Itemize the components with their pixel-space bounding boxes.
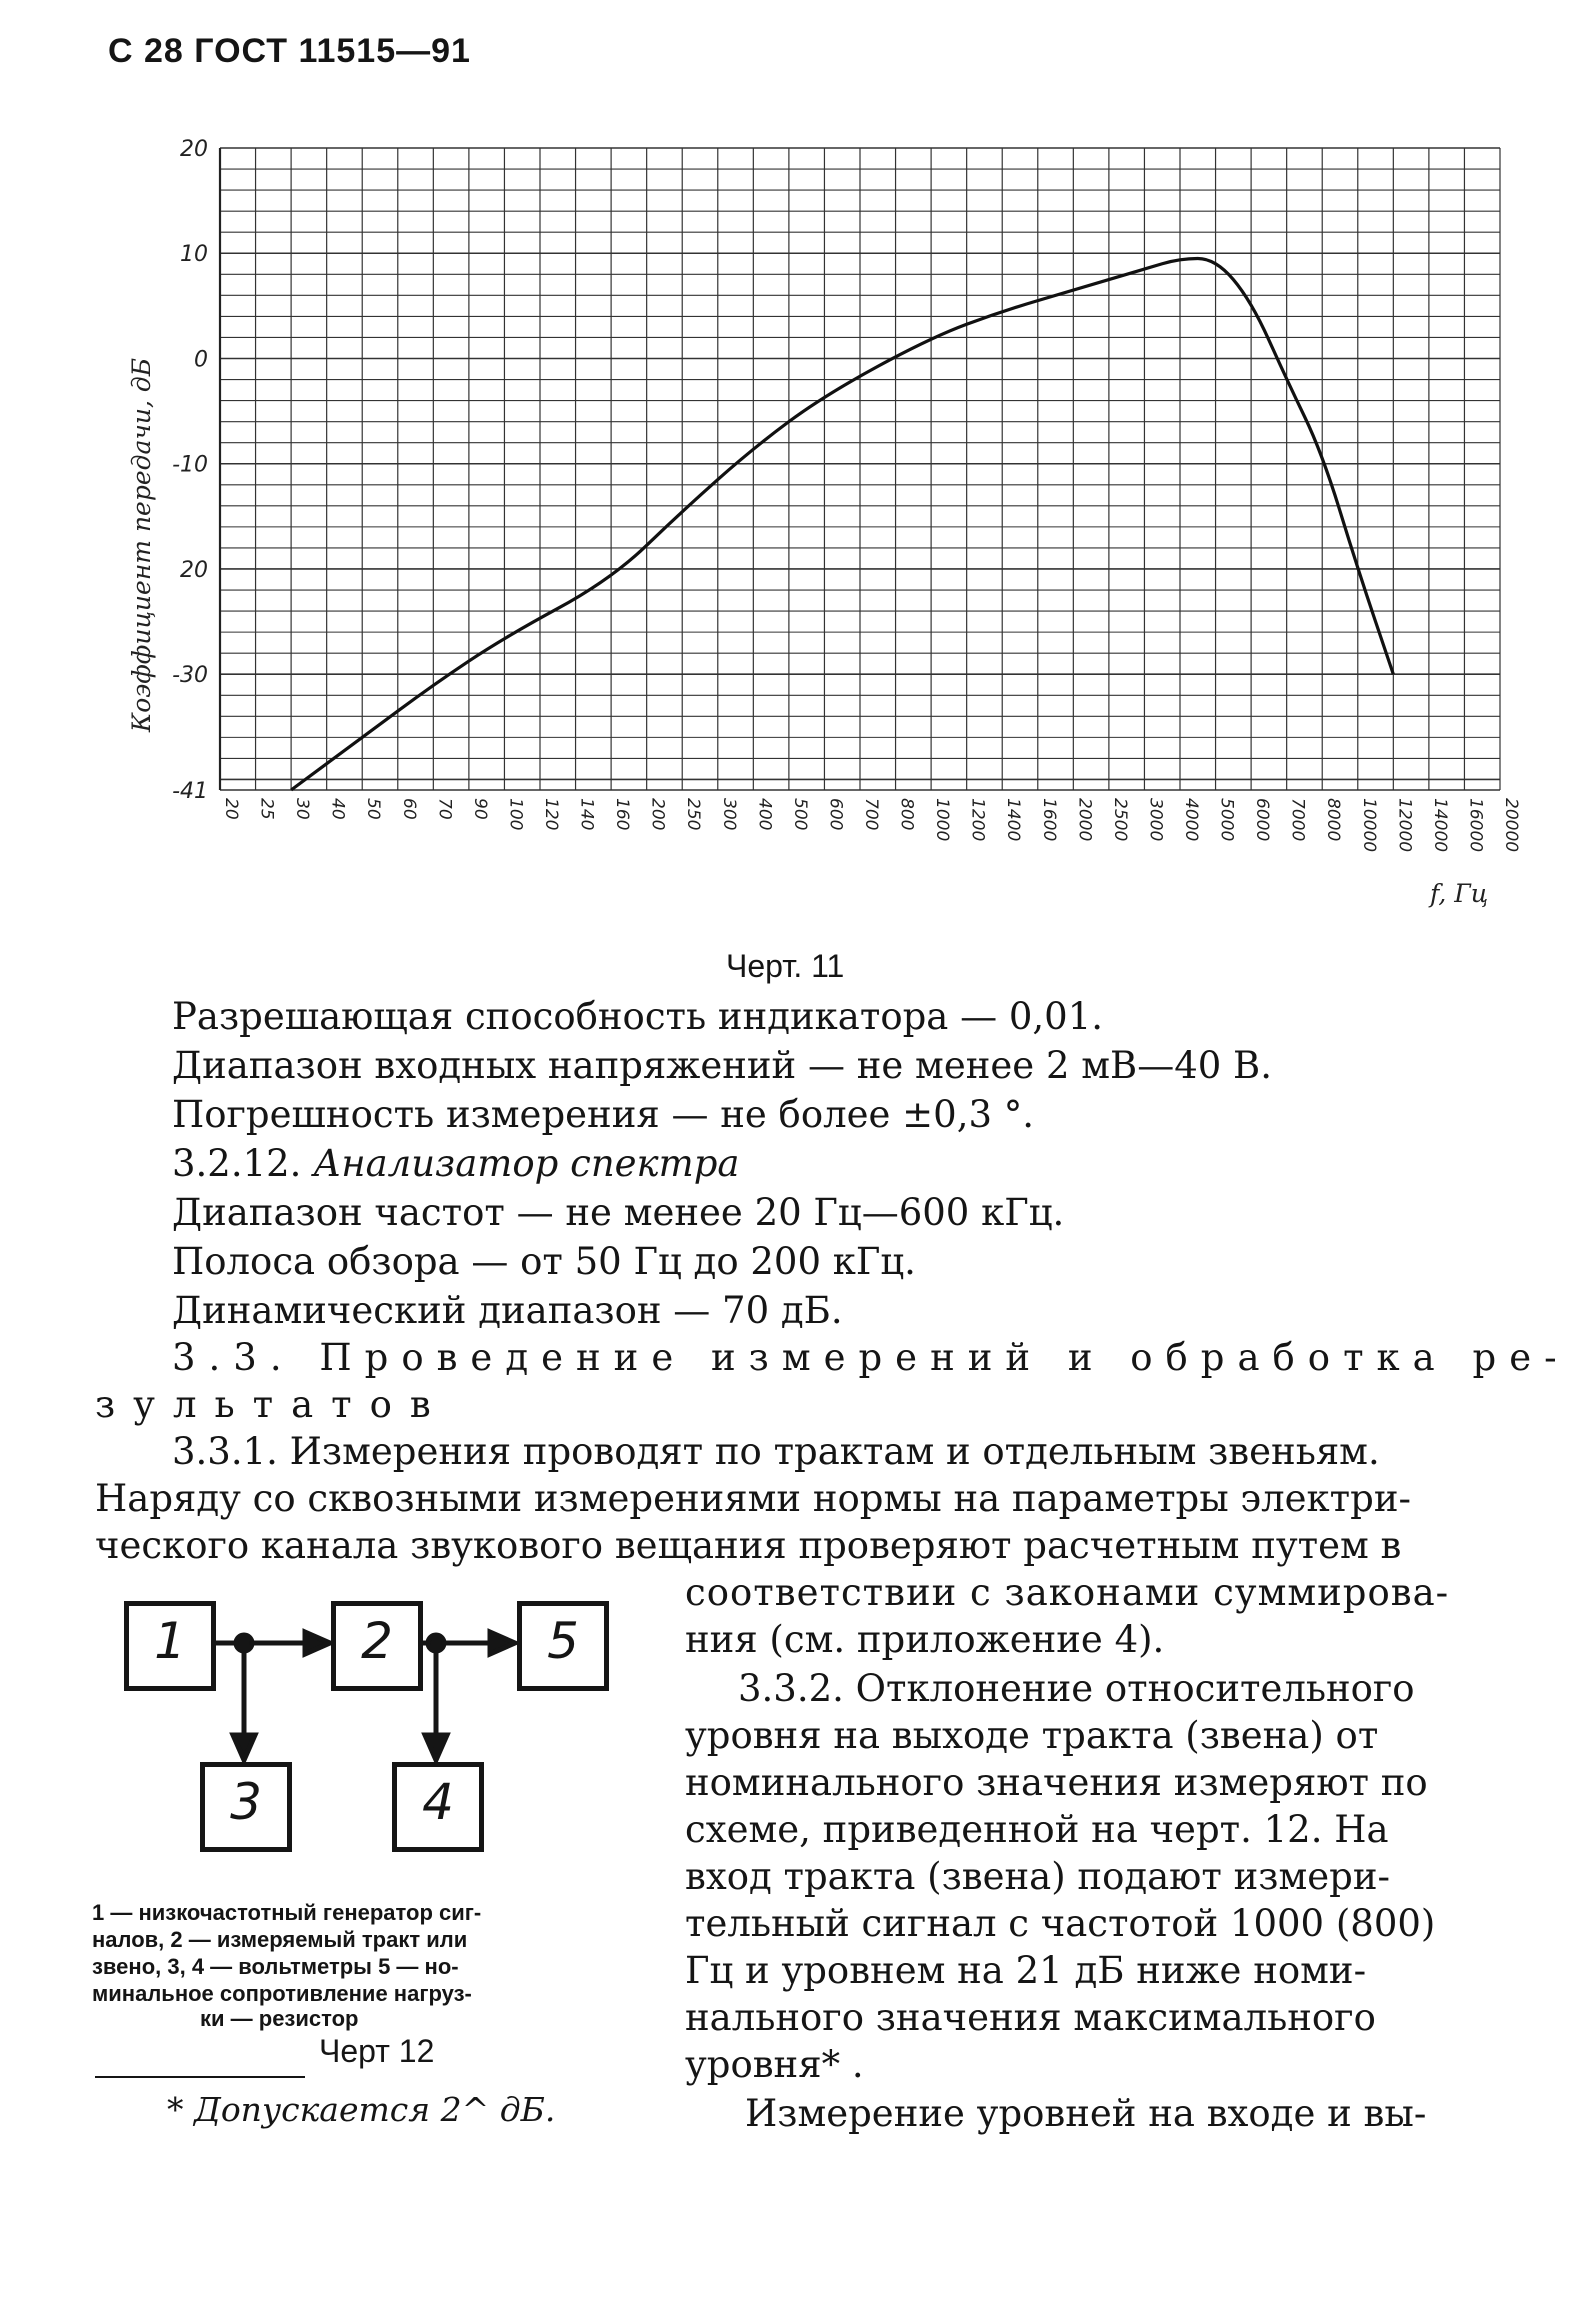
chart-caption: Черт. 11 xyxy=(726,948,845,984)
paragraph-line: 3.3.2. Отклонение относительного xyxy=(738,1667,1415,1710)
x-tick-label: 6000 xyxy=(1252,798,1273,842)
x-tick-label: 14000 xyxy=(1429,798,1450,853)
frequency-response-chart xyxy=(0,0,1584,940)
x-tick-label: 200 xyxy=(647,798,668,831)
text-line: Разрешающая способность индикатора — 0,01. xyxy=(172,995,1104,1038)
junction-dot xyxy=(236,1635,252,1651)
section-heading: 3.3. Проведение измерений и обработка ре- xyxy=(172,1336,1570,1379)
x-tick-label: 1600 xyxy=(1038,798,1059,842)
text-line: Динамический диапазон — 70 дБ. xyxy=(172,1289,843,1332)
x-tick-label: 90 xyxy=(469,798,490,820)
diagram-legend-line: ки — резистор xyxy=(200,2006,359,2031)
x-tick-label: 40 xyxy=(327,798,348,820)
x-tick-label: 3000 xyxy=(1145,798,1166,842)
y-tick-label: 10 xyxy=(180,242,208,268)
diagram-legend-line: звено, 3, 4 — вольтметры 5 — но- xyxy=(92,1954,459,1979)
y-tick-label: 0 xyxy=(194,347,208,373)
subsection-number: 3.2.12. xyxy=(172,1142,302,1185)
footnote xyxy=(167,2090,555,2129)
diagram-block-3: 3 xyxy=(200,1762,292,1852)
paragraph-line: соответствии с законами суммирова- xyxy=(685,1571,1450,1614)
paragraph-line: вход тракта (звена) подают измери- xyxy=(685,1855,1390,1898)
subsection-title: Анализатор спектра xyxy=(313,1142,740,1185)
diagram-block-1: 1 xyxy=(124,1601,216,1691)
paragraph-line: нального значения максимального xyxy=(685,1996,1376,2039)
x-tick-label: 20 xyxy=(221,798,241,820)
x-tick-label: 7000 xyxy=(1287,798,1308,842)
junction-dot xyxy=(428,1635,444,1651)
y-tick-label: -10 xyxy=(172,452,208,478)
x-tick-label: 25 xyxy=(256,798,277,820)
x-tick-label: 700 xyxy=(861,798,881,831)
y-axis-ticks xyxy=(172,137,208,804)
arrow-head xyxy=(233,1735,255,1760)
y-tick-label: -30 xyxy=(172,663,208,689)
y-tick-label: 20 xyxy=(180,137,208,162)
paragraph-line: уровня* . xyxy=(685,2043,864,2086)
paragraph-line: ческого канала звукового вещания проверяют расчетным путем в xyxy=(95,1524,1402,1567)
x-tick-label: 10000 xyxy=(1358,798,1379,853)
text-line: Диапазон входных напряжений — не менее 2 мВ—40 В. xyxy=(172,1044,1273,1087)
x-tick-label: 12000 xyxy=(1394,798,1415,853)
x-tick-label: 8000 xyxy=(1323,798,1344,842)
footnote-rule xyxy=(95,2076,305,2078)
paragraph-line: ния (см. приложение 4). xyxy=(685,1618,1165,1661)
x-tick-label: 300 xyxy=(718,798,739,831)
section-heading-cont: зультатов xyxy=(95,1383,449,1426)
arrow-head xyxy=(305,1632,330,1654)
x-tick-label: 16000 xyxy=(1465,798,1486,853)
paragraph-line: 3.3.1. Измерения проводят по трактам и отдельным звеньям. xyxy=(172,1430,1380,1473)
diagram-legend-line: 1 — низкочастотный генератор сиг- xyxy=(92,1900,482,1925)
x-tick-label: 60 xyxy=(398,798,419,820)
text-line: Диапазон частот — не менее 20 Гц—600 кГц. xyxy=(172,1191,1065,1234)
diagram-legend-line: минальное сопротивление нагруз- xyxy=(92,1981,472,2006)
x-tick-label: 1400 xyxy=(1003,798,1024,842)
x-tick-label: 70 xyxy=(434,798,455,820)
x-tick-label: 160 xyxy=(612,798,633,831)
paragraph-line: Измерение уровней на входе и вы- xyxy=(745,2092,1427,2135)
paragraph-line: тельный сигнал с частотой 1000 (800) xyxy=(685,1902,1436,1945)
x-tick-label: 20000 xyxy=(1501,798,1521,853)
x-tick-label: 500 xyxy=(789,798,810,831)
x-axis-title: f, Гц xyxy=(1430,879,1489,908)
x-tick-label: 250 xyxy=(683,798,704,831)
arrow-head xyxy=(490,1632,515,1654)
y-axis-title: Коэффициент передачи, дБ xyxy=(127,357,156,733)
paragraph-line: Наряду со сквозными измерениями нормы на параметры электри- xyxy=(95,1477,1411,1520)
x-tick-label: 4000 xyxy=(1181,798,1201,842)
x-tick-label: 1200 xyxy=(967,798,988,842)
diagram-caption: Черт 12 xyxy=(319,2033,435,2069)
x-tick-label: 140 xyxy=(576,798,597,831)
diagram-block-5: 5 xyxy=(517,1601,609,1691)
diagram-legend-line: налов, 2 — измеряемый тракт или xyxy=(92,1927,468,1952)
x-tick-label: 1000 xyxy=(932,798,953,842)
x-tick-label: 2000 xyxy=(1074,798,1095,842)
diagram-block-4: 4 xyxy=(392,1762,484,1852)
arrow-head xyxy=(425,1735,447,1760)
paragraph-line: номинального значения измеряют по xyxy=(685,1761,1428,1804)
x-tick-label: 50 xyxy=(363,798,384,820)
paragraph-line: Гц и уровнем на 21 дБ ниже номи- xyxy=(685,1949,1367,1992)
x-tick-label: 800 xyxy=(896,798,917,831)
text-line: Полоса обзора — от 50 Гц до 200 кГц. xyxy=(172,1240,916,1283)
x-tick-label: 400 xyxy=(754,798,775,831)
paragraph-line: схеме, приведенной на черт. 12. На xyxy=(685,1808,1389,1851)
x-tick-label: 5000 xyxy=(1216,798,1237,842)
x-tick-label: 100 xyxy=(505,798,526,831)
paragraph-line: уровня на выходе тракта (звена) от xyxy=(685,1714,1379,1757)
x-tick-label: 30 xyxy=(292,798,313,820)
diagram-block-2: 2 xyxy=(331,1601,423,1691)
text-line: Погрешность измерения — не более ±0,3 °. xyxy=(172,1093,1035,1136)
x-axis-ticks xyxy=(221,798,1521,852)
chart-series-line xyxy=(291,259,1393,790)
x-tick-label: 120 xyxy=(541,798,561,831)
x-tick-label: 2500 xyxy=(1109,798,1130,842)
chart-grid xyxy=(220,148,1500,790)
page-header: С 28 ГОСТ 11515—91 xyxy=(108,32,471,70)
x-tick-label: 600 xyxy=(825,798,846,831)
footnote-text: * Допускается 2^ дБ. xyxy=(167,2090,556,2129)
y-tick-label: -41 xyxy=(172,779,208,804)
y-tick-label: 20 xyxy=(180,557,208,583)
subsection-heading xyxy=(172,1142,739,1185)
